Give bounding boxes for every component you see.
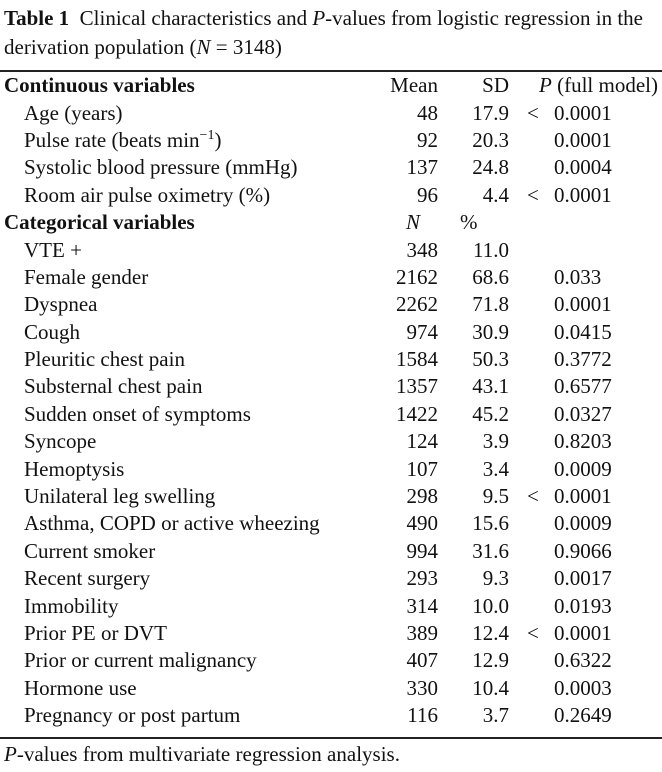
row-label-text: Female gender (24, 264, 149, 289)
row-value-1: 314 (406, 593, 438, 618)
table-row (0, 154, 662, 181)
row-label (0, 236, 372, 263)
row-label-text: Recent surgery (24, 566, 151, 591)
continuous-section-heading: Continuous variables (4, 73, 195, 98)
row-label-text: Systolic blood pressure (mmHg) (24, 155, 298, 180)
row-label-text: Cough (24, 319, 81, 344)
table-row (0, 455, 662, 482)
row-p-value: 0.0009 (554, 511, 612, 536)
row-label-text: Pregnancy or post partum (24, 703, 241, 728)
row-p-value-cell (512, 291, 662, 318)
row-p-value: 0.6322 (554, 648, 612, 673)
row-p-value: 0.0001 (554, 127, 612, 152)
row-p-value-cell (512, 565, 662, 592)
row-label (0, 620, 372, 647)
row-p-value: 0.8203 (554, 429, 612, 454)
row-p-value-cell (512, 319, 662, 346)
row-label (0, 592, 372, 619)
row-p-value: 0.0001 (554, 484, 612, 509)
row-label-text: Prior PE or DVT (24, 621, 167, 645)
row-value-2: 4.4 (482, 182, 509, 207)
row-value-1: 1422 (396, 401, 438, 426)
row-label-text: Room air pulse oximetry (%) (24, 182, 271, 207)
table-row (0, 483, 662, 510)
row-label (0, 675, 372, 702)
row-label-text: Pulse rate (beats min (24, 127, 200, 152)
categorical-section-heading: Categorical variables (4, 210, 195, 235)
row-value-1: 490 (406, 511, 438, 536)
row-value-2: 71.8 (472, 292, 509, 317)
table-row (0, 236, 662, 263)
row-p-value: 0.0001 (554, 292, 612, 317)
row-label (0, 565, 372, 592)
percent-column-header: % (460, 210, 478, 235)
row-label-text: Immobility (24, 593, 119, 618)
row-value-1: 48 (417, 100, 438, 125)
table-row (0, 99, 662, 126)
row-value-2: 10.4 (472, 675, 509, 700)
row-value-2: 50.3 (472, 347, 509, 372)
table-row (0, 291, 662, 318)
row-value-1: 330 (406, 675, 438, 700)
row-p-value: 0.9066 (554, 538, 612, 563)
row-value-1: 1584 (396, 347, 438, 372)
row-value-2: 31.6 (472, 538, 509, 563)
table-row (0, 592, 662, 619)
table-row (0, 675, 662, 702)
row-p-value: 0.6577 (554, 374, 612, 399)
row-label-superscript: −1 (199, 127, 215, 143)
row-p-value: 0.0004 (554, 155, 612, 180)
less-than-sign: < (527, 484, 539, 509)
row-value-1: 2262 (396, 292, 438, 317)
row-label-text: Unilateral leg swelling (24, 484, 216, 509)
row-label (0, 647, 372, 674)
row-p-value-cell (512, 401, 662, 428)
caption-text-3: = 3148) (210, 35, 282, 59)
table-label: Table 1 (4, 6, 70, 30)
row-label (0, 99, 372, 126)
row-value-1: 107 (406, 456, 438, 481)
row-label-text: Hormone use (24, 675, 137, 700)
table-row (0, 510, 662, 537)
row-value-2: 30.9 (472, 319, 509, 344)
row-p-value: 0.0415 (554, 319, 612, 344)
row-label (0, 483, 372, 510)
sd-column-header: SD (482, 73, 509, 98)
row-value-1: 124 (406, 429, 438, 454)
row-label (0, 264, 372, 291)
row-label (0, 401, 372, 428)
row-value-2: 68.6 (472, 264, 509, 289)
table-row (0, 182, 662, 209)
row-value-2: 17.9 (472, 100, 509, 125)
row-p-value: 0.033 (554, 264, 602, 289)
row-value-1: 348 (406, 237, 438, 262)
row-value-2: 12.9 (472, 648, 509, 673)
table-row (0, 373, 662, 400)
row-p-value: 0.2649 (554, 703, 612, 728)
table-row (0, 620, 662, 647)
row-p-value-cell (512, 647, 662, 674)
row-p-value-cell (512, 346, 662, 373)
row-value-1: 293 (406, 566, 438, 591)
row-p-value: 0.0001 (554, 621, 612, 645)
p-header-italic: P (539, 73, 552, 98)
row-label (0, 510, 372, 537)
row-p-value-cell (512, 538, 662, 565)
table-row (0, 264, 662, 291)
row-value-1: 116 (407, 703, 438, 728)
table-row (0, 538, 662, 565)
row-label (0, 455, 372, 482)
row-p-value-cell (512, 264, 662, 291)
table-row (0, 127, 662, 154)
row-label-end: ) (214, 127, 222, 152)
row-p-value-cell (512, 373, 662, 400)
row-value-2: 3.7 (482, 703, 509, 728)
row-label (0, 127, 372, 154)
caption-italic-p: P (312, 6, 326, 30)
row-p-value-cell (512, 592, 662, 619)
row-p-value-cell (512, 620, 662, 647)
row-p-value-cell (512, 182, 662, 209)
row-label-text: Substernal chest pain (24, 374, 203, 399)
less-than-sign: < (527, 182, 539, 207)
row-p-value-cell (512, 236, 662, 263)
less-than-sign: < (527, 100, 539, 125)
table-caption (4, 4, 658, 62)
row-value-1: 298 (406, 484, 438, 509)
mean-column-header: Mean (390, 73, 438, 98)
row-label-text: Hemoptysis (24, 456, 125, 481)
table-body (0, 72, 662, 729)
caption-text-2: -values from logistic regression in the derivation population ( (4, 6, 643, 59)
row-p-value-cell (512, 127, 662, 154)
row-value-2: 15.6 (472, 511, 509, 536)
row-label-text: VTE + (24, 237, 82, 262)
row-value-2: 3.9 (482, 429, 509, 454)
table-row (0, 319, 662, 346)
row-label-text: Syncope (24, 429, 97, 454)
row-value-1: 92 (417, 127, 438, 152)
row-label (0, 428, 372, 455)
row-p-value-cell (512, 510, 662, 537)
row-p-value: 0.0327 (554, 401, 612, 426)
row-p-value: 0.3772 (554, 347, 612, 372)
row-value-1: 137 (406, 155, 438, 180)
row-value-1: 2162 (396, 264, 438, 289)
table-row (0, 428, 662, 455)
row-p-value: 0.0001 (554, 182, 612, 207)
row-p-value-cell (512, 675, 662, 702)
row-p-value-cell (512, 483, 662, 510)
row-label (0, 373, 372, 400)
row-p-value-cell (512, 428, 662, 455)
row-value-1: 96 (417, 182, 438, 207)
row-label (0, 291, 372, 318)
row-value-1: 1357 (396, 374, 438, 399)
row-p-value-cell (512, 702, 662, 729)
row-p-value: 0.0001 (554, 100, 612, 125)
row-value-2: 45.2 (472, 401, 509, 426)
bottom-rule (0, 737, 662, 739)
characteristics-table (0, 72, 662, 729)
row-label-text: Current smoker (24, 538, 156, 563)
row-label-text: Pleuritic chest pain (24, 347, 185, 372)
row-label (0, 702, 372, 729)
row-value-2: 24.8 (472, 155, 509, 180)
row-label-text: Asthma, COPD or active wheezing (24, 511, 320, 536)
table-row (0, 702, 662, 729)
table-row (0, 565, 662, 592)
p-column-header (512, 72, 662, 99)
categorical-header-row (0, 209, 662, 236)
footnote-italic-p: P (4, 742, 17, 766)
footnote-text: -values from multivariate regression analysis. (16, 742, 400, 766)
row-p-value-cell (512, 99, 662, 126)
row-p-value: 0.0017 (554, 566, 612, 591)
n-column-header: N (405, 210, 420, 235)
row-value-2: 11.0 (473, 237, 509, 262)
row-label (0, 346, 372, 373)
table-row (0, 346, 662, 373)
row-label (0, 154, 372, 181)
p-header-rest: (full model) (551, 73, 658, 98)
row-label-text: Age (years) (24, 100, 123, 125)
row-value-2: 9.5 (482, 484, 509, 509)
caption-italic-n: N (196, 35, 211, 59)
less-than-sign: < (527, 621, 539, 645)
row-value-2: 20.3 (472, 127, 509, 152)
row-label-text: Prior or current malignancy (24, 648, 257, 673)
row-p-value: 0.0009 (554, 456, 612, 481)
empty-header-cell (512, 209, 662, 236)
row-value-1: 994 (406, 538, 438, 563)
row-value-1: 389 (406, 621, 438, 645)
caption-text-1: Clinical characteristics and (79, 6, 313, 30)
row-label (0, 182, 372, 209)
table-footnote (4, 741, 400, 768)
continuous-header-row (0, 72, 662, 99)
row-p-value: 0.0193 (554, 593, 612, 618)
row-p-value: 0.0003 (554, 675, 612, 700)
table-row (0, 401, 662, 428)
row-label (0, 319, 372, 346)
row-p-value-cell (512, 455, 662, 482)
row-value-2: 43.1 (472, 374, 509, 399)
row-label-text: Dyspnea (24, 292, 98, 317)
table-row (0, 647, 662, 674)
row-value-2: 12.4 (472, 621, 509, 645)
row-p-value-cell (512, 154, 662, 181)
row-value-1: 974 (406, 319, 438, 344)
row-value-2: 9.3 (482, 566, 509, 591)
row-label (0, 538, 372, 565)
row-value-2: 3.4 (482, 456, 509, 481)
row-label-text: Sudden onset of symptoms (24, 401, 251, 426)
row-value-2: 10.0 (472, 593, 509, 618)
row-value-1: 407 (406, 648, 438, 673)
